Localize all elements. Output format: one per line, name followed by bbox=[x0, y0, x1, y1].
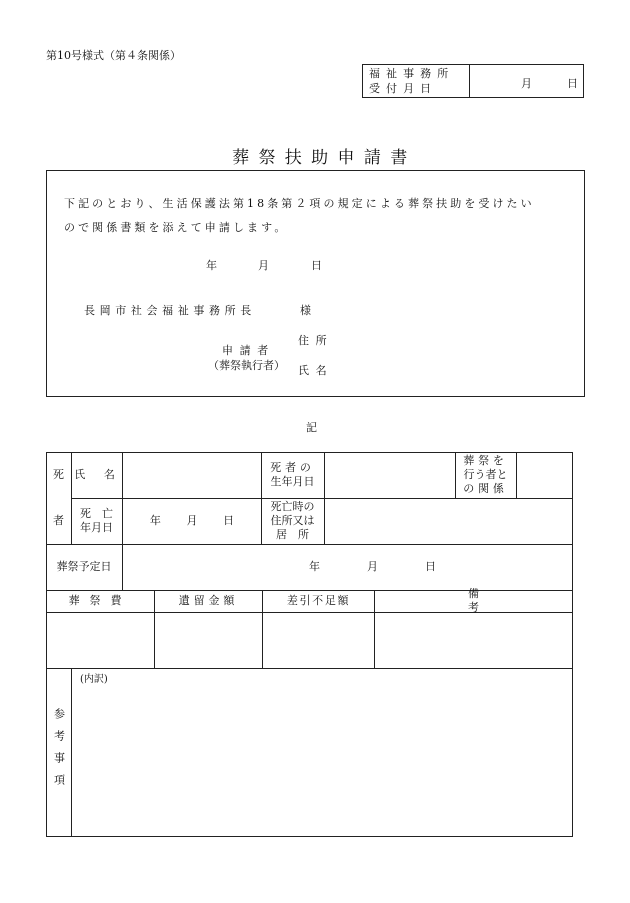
deceased-name-field[interactable] bbox=[123, 452, 261, 498]
death-address-field[interactable] bbox=[325, 498, 572, 544]
deceased-label-top: 死 bbox=[53, 468, 64, 481]
funeral-date-field[interactable] bbox=[123, 544, 572, 590]
received-label: 受付月日 bbox=[369, 82, 438, 95]
funeral-date-label: 葬祭予定日 bbox=[56, 560, 112, 573]
funeral-year: 年 bbox=[309, 560, 320, 573]
applicant-sub-label: （葬祭執行者） bbox=[208, 359, 285, 372]
birth-date-label: 死者の 生年月日 bbox=[270, 461, 315, 488]
death-year: 年 bbox=[149, 514, 161, 527]
honorific: 様 bbox=[300, 304, 311, 317]
addressee: 長岡市社会福祉事務所長 bbox=[84, 304, 256, 317]
relation-label: 葬祭を 行う者と の関係 bbox=[463, 454, 508, 495]
ki-label: 記 bbox=[306, 421, 317, 434]
applicant-label: 申請者 bbox=[222, 344, 275, 357]
breakdown-label: (内訳) bbox=[80, 674, 108, 685]
header-remarks: 備考 bbox=[468, 587, 551, 614]
death-date-label: 死 亡 年月日 bbox=[80, 507, 113, 534]
name-field-label: 氏 名 bbox=[74, 468, 119, 481]
death-month: 月 bbox=[186, 514, 198, 527]
header-shortfall: 差引不足額 bbox=[286, 594, 351, 607]
date-month: 月 bbox=[258, 259, 269, 272]
header-remaining-money: 遺留金額 bbox=[178, 594, 239, 607]
funeral-month: 月 bbox=[367, 560, 378, 573]
name-label: 氏名 bbox=[298, 364, 334, 377]
form-number: 第10号様式（第４条関係） bbox=[46, 49, 181, 62]
page-title: 葬祭扶助申請書 bbox=[232, 148, 417, 168]
office-label: 福祉事務所 bbox=[369, 67, 455, 80]
receipt-box bbox=[362, 64, 584, 98]
receipt-month: 月 bbox=[521, 77, 532, 90]
receipt-day: 日 bbox=[567, 77, 578, 90]
funeral-cost-field[interactable] bbox=[47, 613, 154, 668]
shortfall-field[interactable] bbox=[263, 613, 374, 668]
death-day: 日 bbox=[223, 514, 235, 527]
death-date-field[interactable] bbox=[123, 498, 261, 544]
deceased-label-bottom: 者 bbox=[53, 514, 64, 527]
date-day: 日 bbox=[311, 259, 322, 272]
date-year: 年 bbox=[206, 259, 217, 272]
application-text-line2: ので関係書類を添えて申請します。 bbox=[64, 221, 289, 234]
death-address-label: 死亡時の 住所又は 居 所 bbox=[270, 500, 315, 541]
remaining-money-field[interactable] bbox=[155, 613, 262, 668]
header-funeral-cost: 葬祭費 bbox=[68, 594, 132, 607]
relation-field[interactable] bbox=[517, 452, 572, 498]
remarks-field[interactable] bbox=[375, 613, 572, 668]
birth-date-field[interactable] bbox=[325, 452, 455, 498]
notes-label: 参考事項 bbox=[52, 708, 66, 796]
funeral-day: 日 bbox=[425, 560, 436, 573]
notes-field[interactable] bbox=[72, 669, 572, 836]
address-label: 住所 bbox=[298, 334, 334, 347]
application-text-line1: 下記のとおり、生活保護法第18条第２項の規定による葬祭扶助を受けたい bbox=[64, 197, 535, 210]
